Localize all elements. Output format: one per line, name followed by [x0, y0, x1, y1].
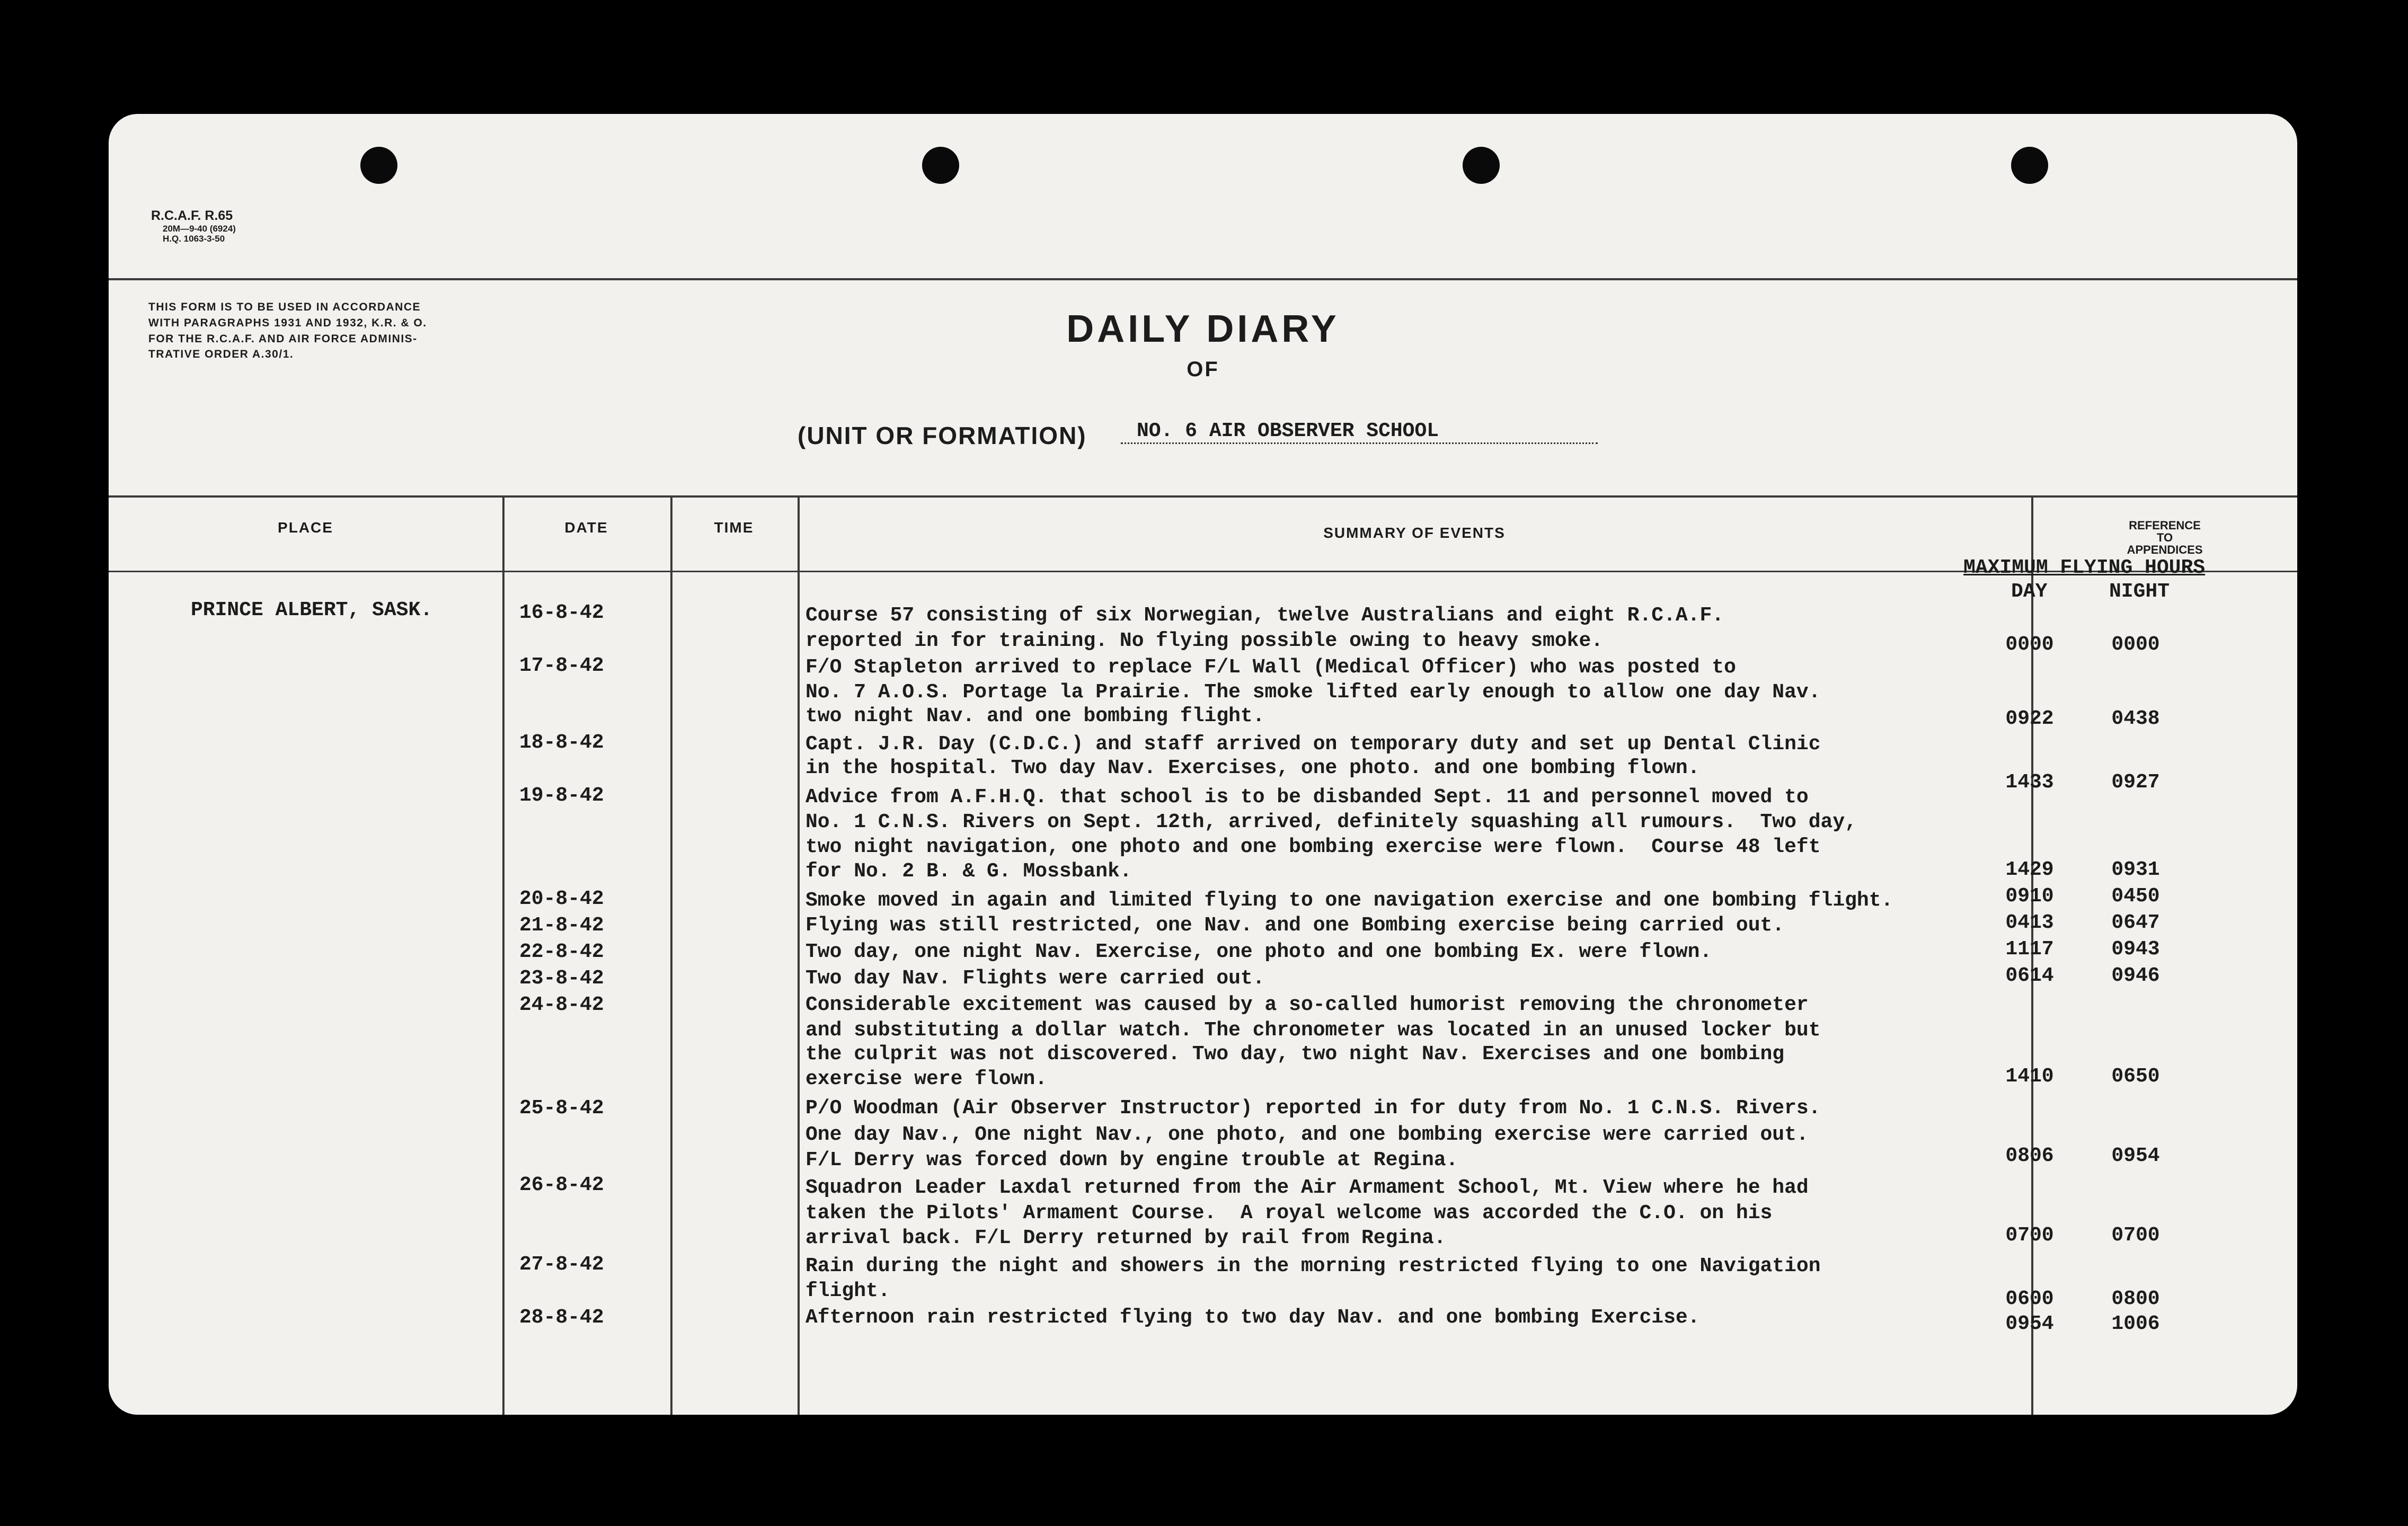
place-cell: PRINCE ALBERT, SASK. [191, 599, 433, 622]
entry-date: 16-8-42 [519, 601, 604, 624]
reference-header-line: APPENDICES [2127, 543, 2203, 557]
form-note-line: FOR THE R.C.A.F. AND AIR FORCE ADMINIS- [148, 332, 418, 345]
summary-line: No. 7 A.O.S. Portage la Prairie. The smoke lifted early enough to allow one day Nav. [805, 681, 1821, 704]
form-note-line: THIS FORM IS TO BE USED IN ACCORDANCE [148, 301, 421, 313]
form-code [151, 208, 236, 244]
summary-line: No. 1 C.N.S. Rivers on Sept. 12th, arrived, definitely squashing all rumours. Two day, [805, 811, 1857, 833]
entry-date: 25-8-42 [519, 1097, 604, 1120]
summary-line: Rain during the night and showers in the morning restricted flying to one Navigation [805, 1255, 1821, 1277]
entry-date: 19-8-42 [519, 784, 604, 807]
summary-line: exercise were flown. [805, 1068, 1048, 1090]
entry-date: 17-8-42 [519, 654, 604, 677]
night-header: NIGHT [2109, 580, 2170, 603]
day-header: DAY [2011, 580, 2048, 603]
night-hours: 0650 [2111, 1065, 2160, 1088]
night-hours: 0954 [2111, 1144, 2160, 1167]
column-header-time: TIME [714, 519, 754, 536]
summary-line: Afternoon rain restricted flying to two day Nav. and one bombing Exercise. [805, 1306, 1700, 1329]
summary-line: for No. 2 B. & G. Mossbank. [805, 860, 1132, 883]
day-hours: 0922 [2005, 707, 2054, 730]
summary-line: Considerable excitement was caused by a so-called humorist removing the chronometer [805, 993, 1809, 1016]
entry-date: 26-8-42 [519, 1174, 604, 1196]
summary-line: reported in for training. No flying possible owing to heavy smoke. [805, 629, 1604, 652]
summary-line: P/O Woodman (Air Observer Instructor) reported in for duty from No. 1 C.N.S. Rivers. [805, 1097, 1821, 1120]
column-divider [798, 495, 800, 1415]
entry-date: 24-8-42 [519, 993, 604, 1016]
summary-line: Course 57 consisting of six Norwegian, twelve Australians and eight R.C.A.F. [805, 604, 1724, 627]
day-hours: 0614 [2005, 964, 2054, 987]
column-header-reference [2077, 519, 2252, 556]
punch-hole [922, 147, 959, 184]
summary-line: arrival back. F/L Derry returned by rail from Regina. [805, 1227, 1446, 1249]
entry-date: 27-8-42 [519, 1253, 604, 1276]
summary-line: two night Nav. and one bombing flight. [805, 705, 1265, 727]
summary-line: One day Nav., One night Nav., one photo, and one bombing exercise were carried out. [805, 1123, 1809, 1146]
summary-line: two night navigation, one photo and one bombing exercise were flown. Course 48 left [805, 836, 1821, 858]
summary-line: flight. [805, 1280, 890, 1302]
entry-date: 21-8-42 [519, 914, 604, 937]
unit-label: (UNIT OR FORMATION) [798, 422, 1087, 449]
summary-line: the culprit was not discovered. Two day, two night Nav. Exercises and one bombing [805, 1043, 1785, 1066]
column-divider [670, 495, 672, 1415]
diary-title-of: OF [1187, 358, 1219, 381]
night-hours: 1006 [2111, 1312, 2160, 1335]
night-hours: 0450 [2111, 885, 2160, 908]
reference-header-line: TO [2156, 531, 2173, 545]
diary-sheet [109, 114, 2297, 1415]
entry-date: 23-8-42 [519, 967, 604, 990]
summary-line: Two day Nav. Flights were carried out. [805, 967, 1265, 990]
summary-line: taken the Pilots' Armament Course. A royal welcome was accorded the C.O. on his [805, 1202, 1773, 1225]
summary-line: Capt. J.R. Day (C.D.C.) and staff arrived on temporary duty and set up Dental Clinic [805, 733, 1821, 756]
night-hours: 0000 [2111, 633, 2160, 656]
punch-hole [2011, 147, 2048, 184]
day-hours: 0600 [2005, 1288, 2054, 1310]
day-hours: 1117 [2005, 938, 2054, 961]
column-header-date: DATE [564, 519, 608, 536]
form-code-line: 20M—9-40 (6924) [163, 223, 236, 234]
entry-date: 22-8-42 [519, 941, 604, 963]
day-hours: 0806 [2005, 1144, 2054, 1167]
day-hours: 1410 [2005, 1065, 2054, 1088]
summary-line: Two day, one night Nav. Exercise, one photo and one bombing Ex. were flown. [805, 941, 1712, 963]
night-hours: 0943 [2111, 938, 2160, 961]
punch-hole [360, 147, 397, 184]
day-hours: 1433 [2005, 771, 2054, 794]
night-hours: 0927 [2111, 771, 2160, 794]
form-code-line: H.Q. 1063-3-50 [163, 234, 225, 244]
summary-line: Squadron Leader Laxdal returned from the Air Armament School, Mt. View where he had [805, 1176, 1809, 1199]
table-top-rule [109, 495, 2297, 498]
night-hours: 0946 [2111, 964, 2160, 987]
night-hours: 0800 [2111, 1288, 2160, 1310]
unit-value: NO. 6 AIR OBSERVER SCHOOL [1121, 420, 1598, 444]
night-hours: 0931 [2111, 858, 2160, 881]
summary-line: in the hospital. Two day Nav. Exercises, one photo. and one bombing flown. [805, 757, 1700, 779]
day-hours: 0954 [2005, 1312, 2054, 1335]
day-hours: 0910 [2005, 885, 2054, 908]
header-divider [109, 278, 2297, 280]
flying-hours-header: MAXIMUM FLYING HOURS [1963, 556, 2206, 579]
day-hours: 0413 [2005, 911, 2054, 934]
entry-date: 18-8-42 [519, 731, 604, 754]
form-note-line: WITH PARAGRAPHS 1931 AND 1932, K.R. & O. [148, 316, 427, 329]
night-hours: 0700 [2111, 1224, 2160, 1247]
night-hours: 0438 [2111, 707, 2160, 730]
summary-line: Flying was still restricted, one Nav. and one Bombing exercise being carried out. [805, 914, 1785, 937]
summary-line: and substituting a dollar watch. The chronometer was located in an unused locker but [805, 1019, 1821, 1042]
entry-date: 28-8-42 [519, 1306, 604, 1329]
column-header-summary: SUMMARY OF EVENTS [1323, 525, 1506, 541]
column-header-place: PLACE [278, 519, 333, 536]
summary-line: F/L Derry was forced down by engine trouble at Regina. [805, 1149, 1458, 1172]
night-hours: 0647 [2111, 911, 2160, 934]
column-divider [502, 495, 504, 1415]
form-note-line: TRATIVE ORDER A.30/1. [148, 348, 294, 361]
form-code-line: R.C.A.F. R.65 [151, 208, 233, 223]
summary-line: Smoke moved in again and limited flying to one navigation exercise and one bombing flight. [805, 889, 1893, 912]
day-hours: 0000 [2005, 633, 2054, 656]
diary-title: DAILY DIARY [1066, 308, 1340, 350]
summary-line: Advice from A.F.H.Q. that school is to be disbanded Sept. 11 and personnel moved to [805, 786, 1809, 809]
reference-header-line: REFERENCE [2129, 519, 2201, 532]
entry-date: 20-8-42 [519, 888, 604, 910]
summary-line: F/O Stapleton arrived to replace F/L Wall (Medical Officer) who was posted to [805, 656, 1736, 679]
day-hours: 1429 [2005, 858, 2054, 881]
day-hours: 0700 [2005, 1224, 2054, 1247]
punch-hole [1463, 147, 1500, 184]
